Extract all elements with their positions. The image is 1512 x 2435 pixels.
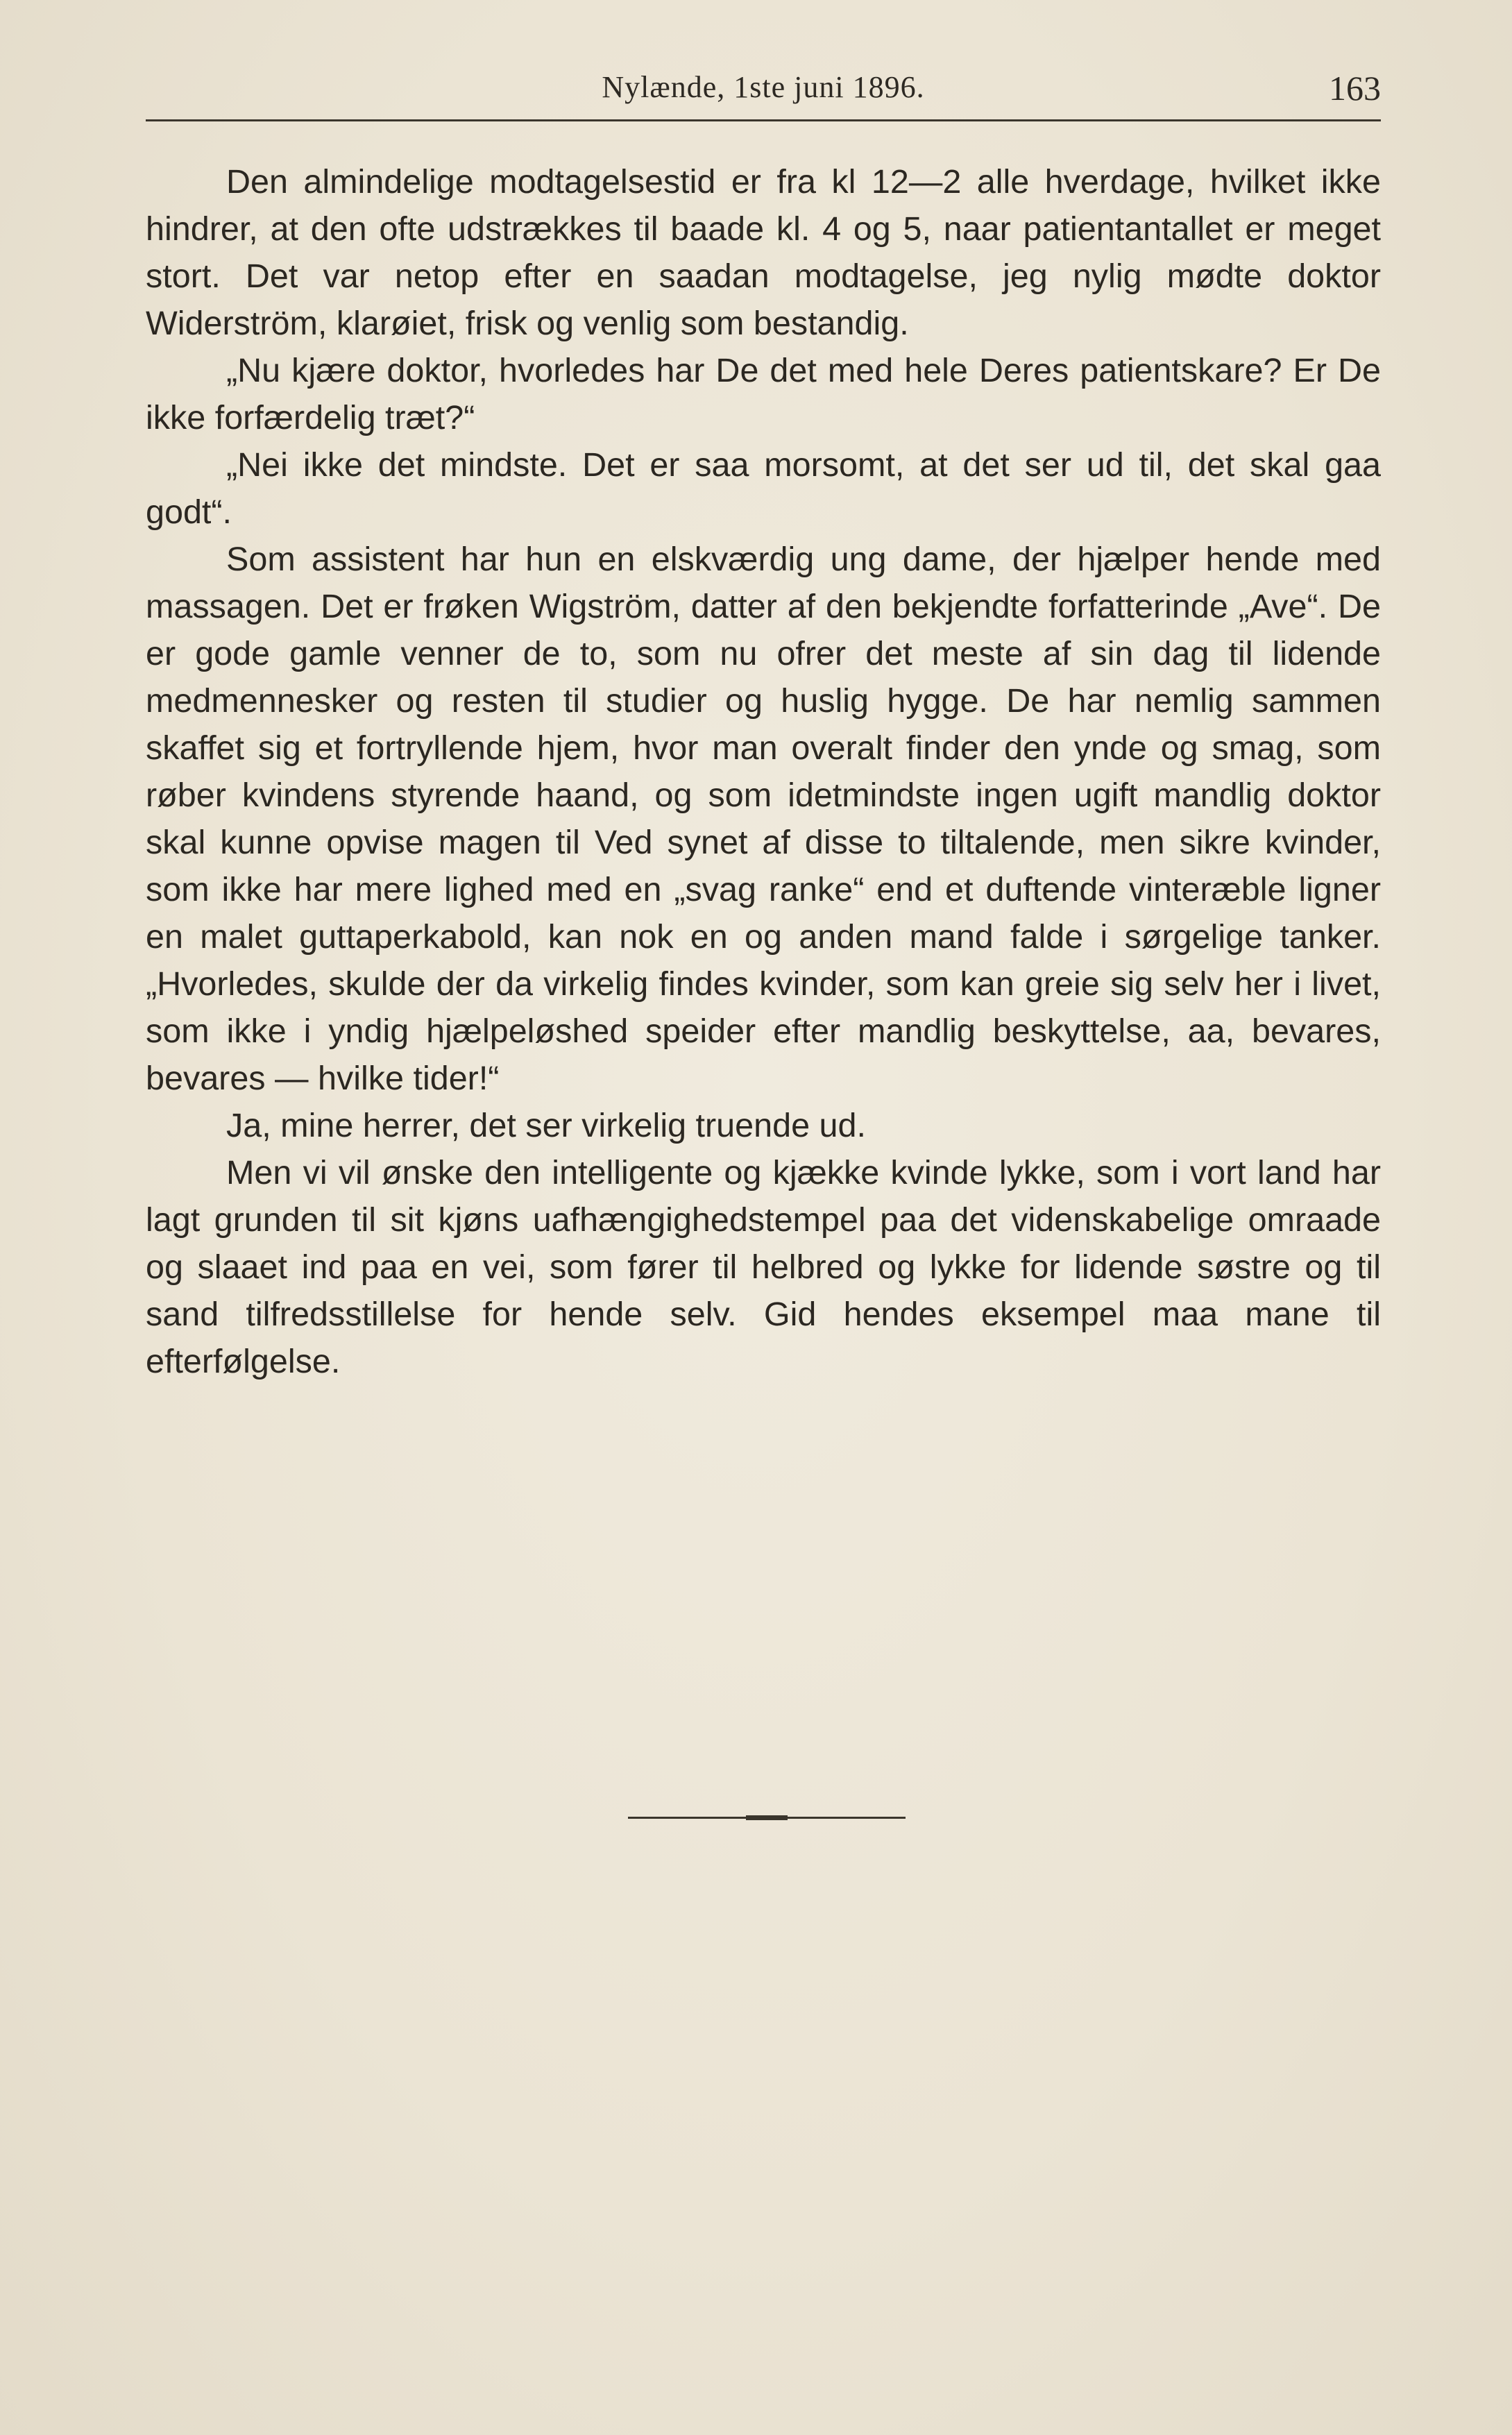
page-header bbox=[146, 64, 1381, 119]
article-body bbox=[146, 158, 1381, 1385]
paragraph: „Nu kjære doktor, hvorledes har De det med hele Deres patientskare? Er De ikke forfærdelig træt?“ bbox=[146, 352, 1381, 436]
paragraph: „Nei ikke det mindste. Det er saa morsomt, at det ser ud til, det skal gaa godt“. bbox=[146, 446, 1381, 531]
paragraph: Ja, mine herrer, det ser virkelig truende ud. bbox=[226, 1107, 866, 1144]
paragraph: Men vi vil ønske den intelligente og kjække kvinde lykke, som i vort land har lagt grunden til sit kjøns uafhængighedstempel paa det videnskabelige omraade og slaaet ind paa en vei, som fører til helbred og lykke for lidende søstre og til sand tilfredsstillelse for hende selv. Gid hendes eksempel maa mane til efterfølgelse. bbox=[146, 1154, 1381, 1380]
section-divider-center bbox=[746, 1815, 788, 1820]
paragraph: Den almindelige modtagelsestid er fra kl 12—2 alle hverdage, hvilket ikke hindrer, at den ofte udstrækkes til baade kl. 4 og 5, naar patientantallet er meget stort. Det var netop efter en saadan modtagelse, jeg nylig mødte doktor Widerström, klarøiet, frisk og venlig som bestandig. bbox=[146, 163, 1381, 342]
paragraph: Som assistent har hun en elskværdig ung dame, der hjælper hende med massagen. Det er frøken Wigström, datter af den bekjendte forfatterinde „Ave“. De er gode gamle venner de to, som nu ofrer det meste af sin dag til lidende medmennesker og resten til studier og huslig hygge. De har nemlig sammen skaffet sig et fortryllende hjem, hvor man overalt finder den ynde og smag, som røber kvindens styrende haand, og som idetmindste ingen ugift mandlig doktor skal kunne opvise magen til Ved synet af disse to tiltalende, men sikre kvinder, som ikke har mere lighed med en „svag ranke“ end et duftende vinteræble ligner en malet guttaperkabold, kan nok en og anden mand falde i sørgelige tanker. „Hvorledes, skulde der da virkelig findes kvinder, som kan greie sig selv her i livet, som ikke i yndig hjælpeløshed speider efter mandlig beskyttelse, aa, bevares, bevares — hvilke tider!“ bbox=[146, 541, 1381, 1097]
running-head: Nylænde, 1ste juni 1896. bbox=[602, 70, 925, 104]
page-number: 163 bbox=[1329, 69, 1381, 108]
header-rule bbox=[146, 119, 1381, 121]
